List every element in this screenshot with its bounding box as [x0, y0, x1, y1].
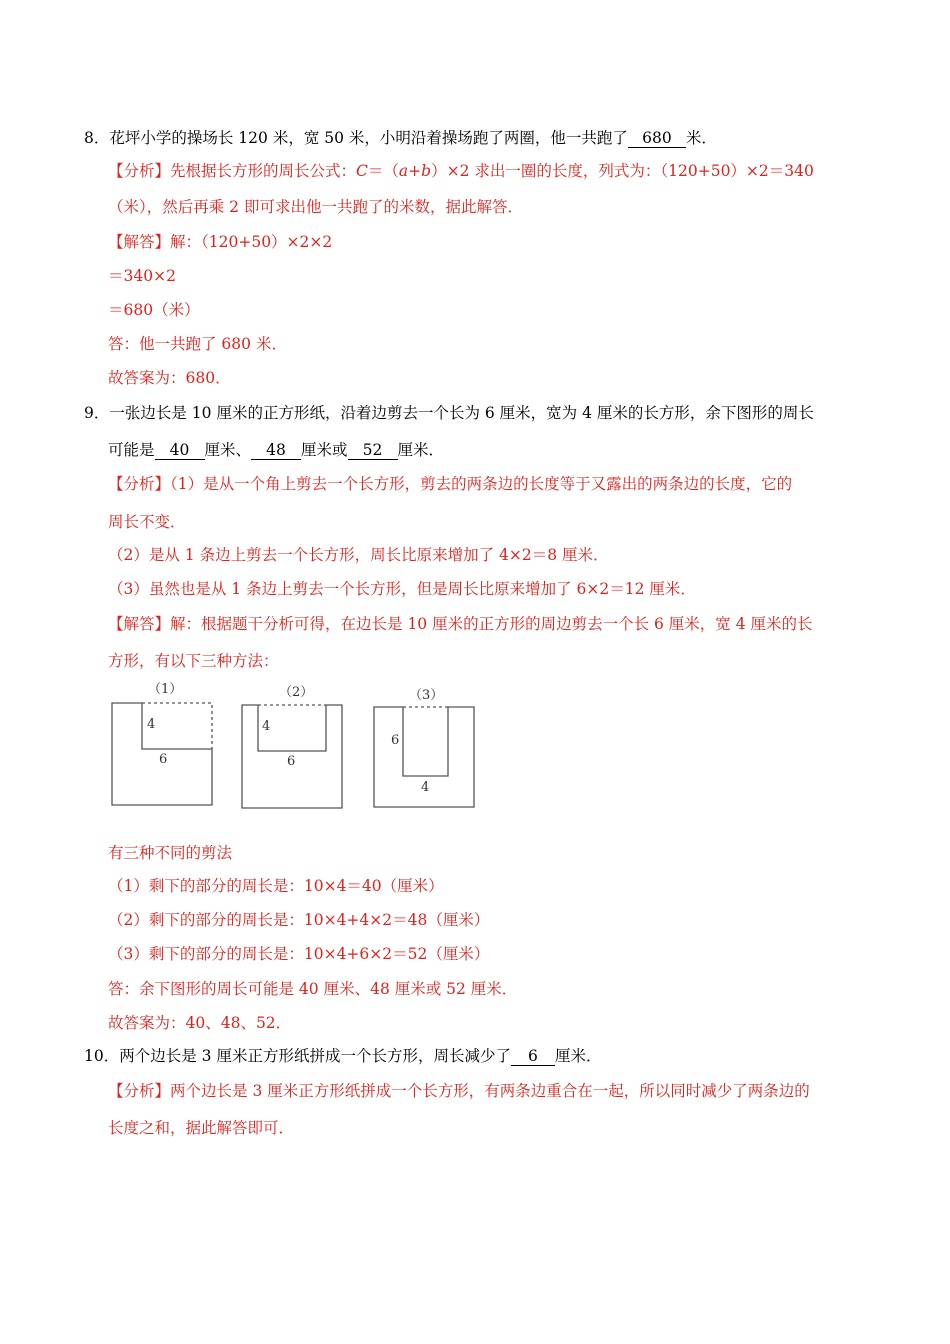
- q10-analysis-text: 两个边长是 3 厘米正方形纸拼成一个长方形，有两条边重合在一起，所以同时减少了两条边的: [170, 1082, 810, 1100]
- q9-method-3: （3）剩下的部分的周长是：10×4+6×2＝52（厘米）: [108, 945, 490, 963]
- formula-eq: ＝（: [367, 162, 399, 180]
- formula-plus: +: [408, 162, 422, 180]
- q9-analysis-line-3: （2）是从 1 条边上剪去一个长方形，周长比原来增加了 4×2＝8 厘米．: [108, 546, 609, 564]
- q9-question-line-1: [84, 402, 814, 424]
- q8-answer-blank: 680: [628, 129, 686, 148]
- q10-number: 10．: [84, 1047, 120, 1065]
- method-2-side-label: 4: [262, 719, 271, 734]
- q9-blank-3: 52: [348, 441, 398, 460]
- q9-blank-2: 48: [251, 441, 301, 460]
- q8-final-answer: 故答案为：680．: [108, 369, 231, 387]
- figure-label-3: （3）: [409, 688, 444, 703]
- q8-question-text: 花坪小学的操场长 120 米，宽 50 米，小明沿着操场跑了两圈，他一共跑了: [109, 129, 628, 147]
- q10-question: [84, 1045, 601, 1067]
- q8-analysis-text-cont: ）×2 求出一圈的长度，列式为：（120+50）×2＝340: [431, 162, 814, 180]
- q9-methods-heading: 有三种不同的剪法: [108, 844, 233, 862]
- q8-question-end: 米．: [685, 129, 717, 147]
- q10-analysis-line-2: 长度之和，据此解答即可．: [108, 1119, 295, 1137]
- q9-question-line-2: [108, 439, 444, 461]
- q8-number: 8．: [84, 129, 110, 147]
- q9-question-text: 一张边长是 10 厘米的正方形纸，沿着边剪去一个长为 6 厘米，宽为 4 厘米的长方形，余下图形的周长: [109, 404, 814, 422]
- q9-analysis-line-2: 周长不变．: [108, 513, 186, 531]
- q8-analysis-text: 先根据长方形的周长公式：: [170, 162, 357, 180]
- figure-label-1: （1）: [148, 682, 183, 697]
- q8-analysis-line-2: （米），然后再乘 2 即可求出他一共跑了的米数，据此解答．: [108, 198, 523, 216]
- method-3-bottom-label: 4: [421, 780, 430, 795]
- q9-method-1: （1）剩下的部分的周长是：10×4＝40（厘米）: [108, 877, 444, 895]
- q10-question-end: 厘米．: [554, 1047, 602, 1065]
- q9-solution-line-1: [108, 613, 813, 635]
- q10-question-text: 两个边长是 3 厘米正方形纸拼成一个长方形，周长减少了: [119, 1047, 511, 1065]
- formula-b: b: [421, 162, 432, 180]
- cutting-methods-figure: [106, 676, 478, 816]
- q9-analysis-line-1: [108, 473, 792, 495]
- q9-question-text-2: 可能是: [108, 441, 155, 459]
- q8-question: [84, 127, 717, 149]
- q9-unit-1: 厘米、: [204, 441, 252, 459]
- q9-number: 9．: [84, 404, 110, 422]
- q9-answer-line: 答：余下图形的周长可能是 40 厘米、48 厘米或 52 厘米．: [108, 980, 518, 998]
- q9-unit-2: 厘米或: [301, 441, 348, 459]
- analysis-label: 【分析】: [108, 1082, 171, 1100]
- q8-solution-text: 解：（120+50）×2×2: [170, 233, 333, 251]
- solution-label: 【解答】: [108, 615, 171, 633]
- formula-c: C: [356, 162, 368, 180]
- q9-unit-3: 厘米．: [397, 441, 445, 459]
- method-3-side-label: 6: [391, 733, 400, 748]
- q9-method-2: （2）剩下的部分的周长是：10×4+4×2＝48（厘米）: [108, 911, 490, 929]
- q8-analysis-line-1: [108, 160, 814, 182]
- q10-analysis-line-1: [108, 1080, 810, 1102]
- q9-analysis-line-4: （3）虽然也是从 1 条边上剪去一个长方形，但是周长比原来增加了 6×2＝12 厘米．: [108, 580, 696, 598]
- method-2-bottom-label: 6: [287, 754, 296, 769]
- method-1-side-label: 4: [147, 717, 156, 732]
- q8-solution-line-3: ＝680（米）: [108, 301, 200, 319]
- q8-solution-line-1: [108, 231, 332, 253]
- q9-blank-1: 40: [155, 441, 205, 460]
- analysis-label: 【分析】: [108, 475, 171, 493]
- method-1-bottom-label: 6: [159, 752, 168, 767]
- analysis-label: 【分析】: [108, 162, 171, 180]
- q9-solution-line-2: 方形，有以下三种方法：: [108, 652, 279, 670]
- formula-a: a: [398, 162, 409, 180]
- figure-label-2: （2）: [279, 685, 314, 700]
- q9-analysis-text: （1）是从一个角上剪去一个长方形，剪去的两条边的长度等于又露出的两条边的长度，它的: [170, 475, 793, 493]
- q10-answer-blank: 6: [511, 1047, 555, 1066]
- q8-answer-line: 答：他一共跑了 680 米．: [108, 335, 287, 353]
- cutting-diagram: [106, 676, 478, 816]
- solution-label: 【解答】: [108, 233, 171, 251]
- q8-solution-line-2: ＝340×2: [108, 267, 176, 285]
- q9-final-answer: 故答案为：40、48、52．: [108, 1014, 292, 1032]
- q9-solution-text: 解：根据题干分析可得，在边长是 10 厘米的正方形的周边剪去一个长 6 厘米，宽 4 厘米的长: [170, 615, 813, 633]
